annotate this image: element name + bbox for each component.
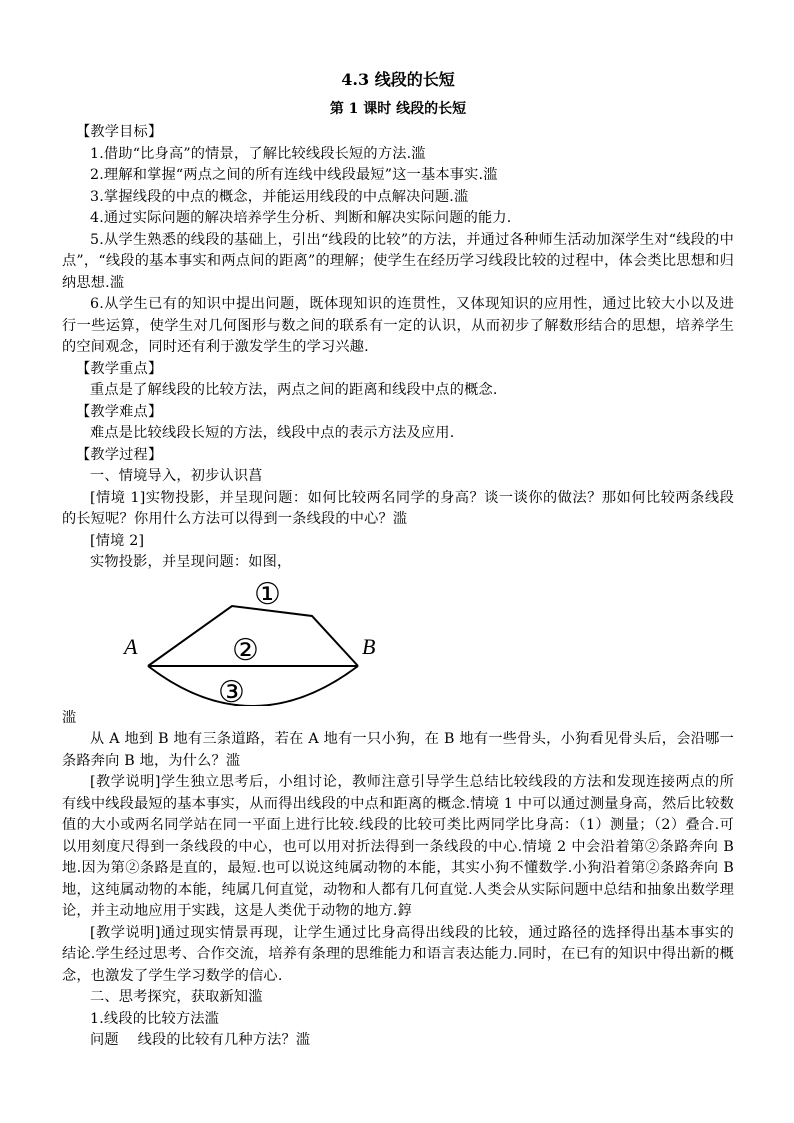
objective-2: 2.理解和掌握“两点之间的所有连线中线段最短”这一基本事实.滥 xyxy=(90,167,498,183)
scenario-2-label: [情境 2] xyxy=(90,532,145,549)
teaching-note-1: [教学说明]学生独立思考后，小组讨论，教师注意引导学生总结比较线段的方法和发现连接两点的所有线中线段最短的基本事实，从而得出线段的中点和距离的概念.情境 1 中可以通过测量身高，然后比较数值的大小或两名同学站在同一平面上进行比较.线段的比较可类比两同学比身高：（1）测量；（2）叠合.可以用刻度尺得到一条线段的中心，也可以用对折法得到一条线段的中心.情境 2 中会沿着第②条路奔向 B 地.因为第②条路是直的，最短.也可以说这纯属动物的本能，其实小狗不懂数学.小狗沿着第②条路奔向 B 地，这纯属动物的本能，纯属几何直觉，动物和人都有几何直觉.人类会从实际问题中总结和抽象出数学理论，并主动地应用于实践，这是人类优于动物的地方.錞 xyxy=(62,774,734,919)
objective-4: 4.通过实际问题的解决培养学生分析、判断和解决实际问题的能力. xyxy=(90,210,512,226)
scenario-2-text: 实物投影，并呈现问题：如图， xyxy=(90,554,292,570)
key-points-text: 重点是了解线段的比较方法，两点之间的距离和线段中点的概念. xyxy=(90,382,498,398)
lesson-subtitle: 第 1 课时 线段的长短 xyxy=(329,101,467,117)
section-title: 4.3 线段的长短 xyxy=(341,70,455,89)
part-two-heading: 二、思考探究，获取新知滥 xyxy=(90,989,263,1005)
path-1-marker: ① xyxy=(254,577,281,612)
paths-diagram xyxy=(112,578,392,706)
figure-trailing-mark: 滥 xyxy=(62,709,77,726)
objective-5: 5.从学生熟悉的线段的基础上，引出“线段的比较”的方法，并通过各种师生活动加深学生对“线段的中点”，“线段的基本事实和两点间的距离”的理解；使学生在经历学习线段比较的过程中，体会类比思想和归纳思想.滥 xyxy=(62,231,734,291)
difficulties-text: 难点是比较线段长短的方法，线段中点的表示方法及应用. xyxy=(90,425,455,441)
document-page xyxy=(62,70,734,1052)
objective-3: 3.掌握线段的中点的概念，并能运用线段的中点解决问题.滥 xyxy=(90,188,469,205)
lower-path-curve xyxy=(148,666,358,706)
three-paths-figure xyxy=(62,578,734,706)
dog-question: 从 A 地到 B 地有三条道路，若在 A 地有一只小狗，在 B 地有一些骨头，小狗看见骨头后，会沿哪一条路奔向 B 地，为什么？滥 xyxy=(62,731,734,769)
point-b-label: B xyxy=(362,633,376,659)
teaching-note-2: [教学说明]通过现实情景再现，让学生通过比身高得出线段的比较，通过路径的选择得出基本事实的结论.学生经过思考、合作交流，培养有条理的思维能力和语言表达能力.同时，在已有的知识中得出新的概念，也激发了学生学习数学的信心. xyxy=(62,924,734,984)
objective-1: 1.借助“比身高”的情景，了解比较线段长短的方法.滥 xyxy=(90,145,426,162)
part-one-heading: 一、情境导入，初步认识菖 xyxy=(90,468,263,484)
heading-objectives: 【教学目标】 xyxy=(76,124,163,140)
heading-difficulties: 【教学难点】 xyxy=(76,403,163,420)
scenario-1: [情境 1]实物投影，并呈现问题：如何比较两名同学的身高？谈一谈你的做法？那如何比较两条线段的长短呢？你用什么方法可以得到一条线段的中心？滥 xyxy=(62,489,734,527)
objective-6: 6.从学生已有的知识中提出问题，既体现知识的连贯性，又体现知识的应用性，通过比较大小以及进行一些运算，使学生对几何图形与数之间的联系有一定的认识，从而初步了解数形结合的思想，培养学生的空间观念，同时还有利于激发学生的学习兴趣. xyxy=(62,296,734,355)
subsection-compare-methods: 1.线段的比较方法滥 xyxy=(90,1010,220,1027)
path-3-marker: ③ xyxy=(218,674,245,706)
path-2-marker: ② xyxy=(232,632,259,668)
heading-key-points: 【教学重点】 xyxy=(76,360,163,377)
heading-process: 【教学过程】 xyxy=(76,446,163,463)
question-compare-methods: 问题 线段的比较有几种方法？滥 xyxy=(90,1032,311,1048)
point-a-label: A xyxy=(124,633,138,659)
